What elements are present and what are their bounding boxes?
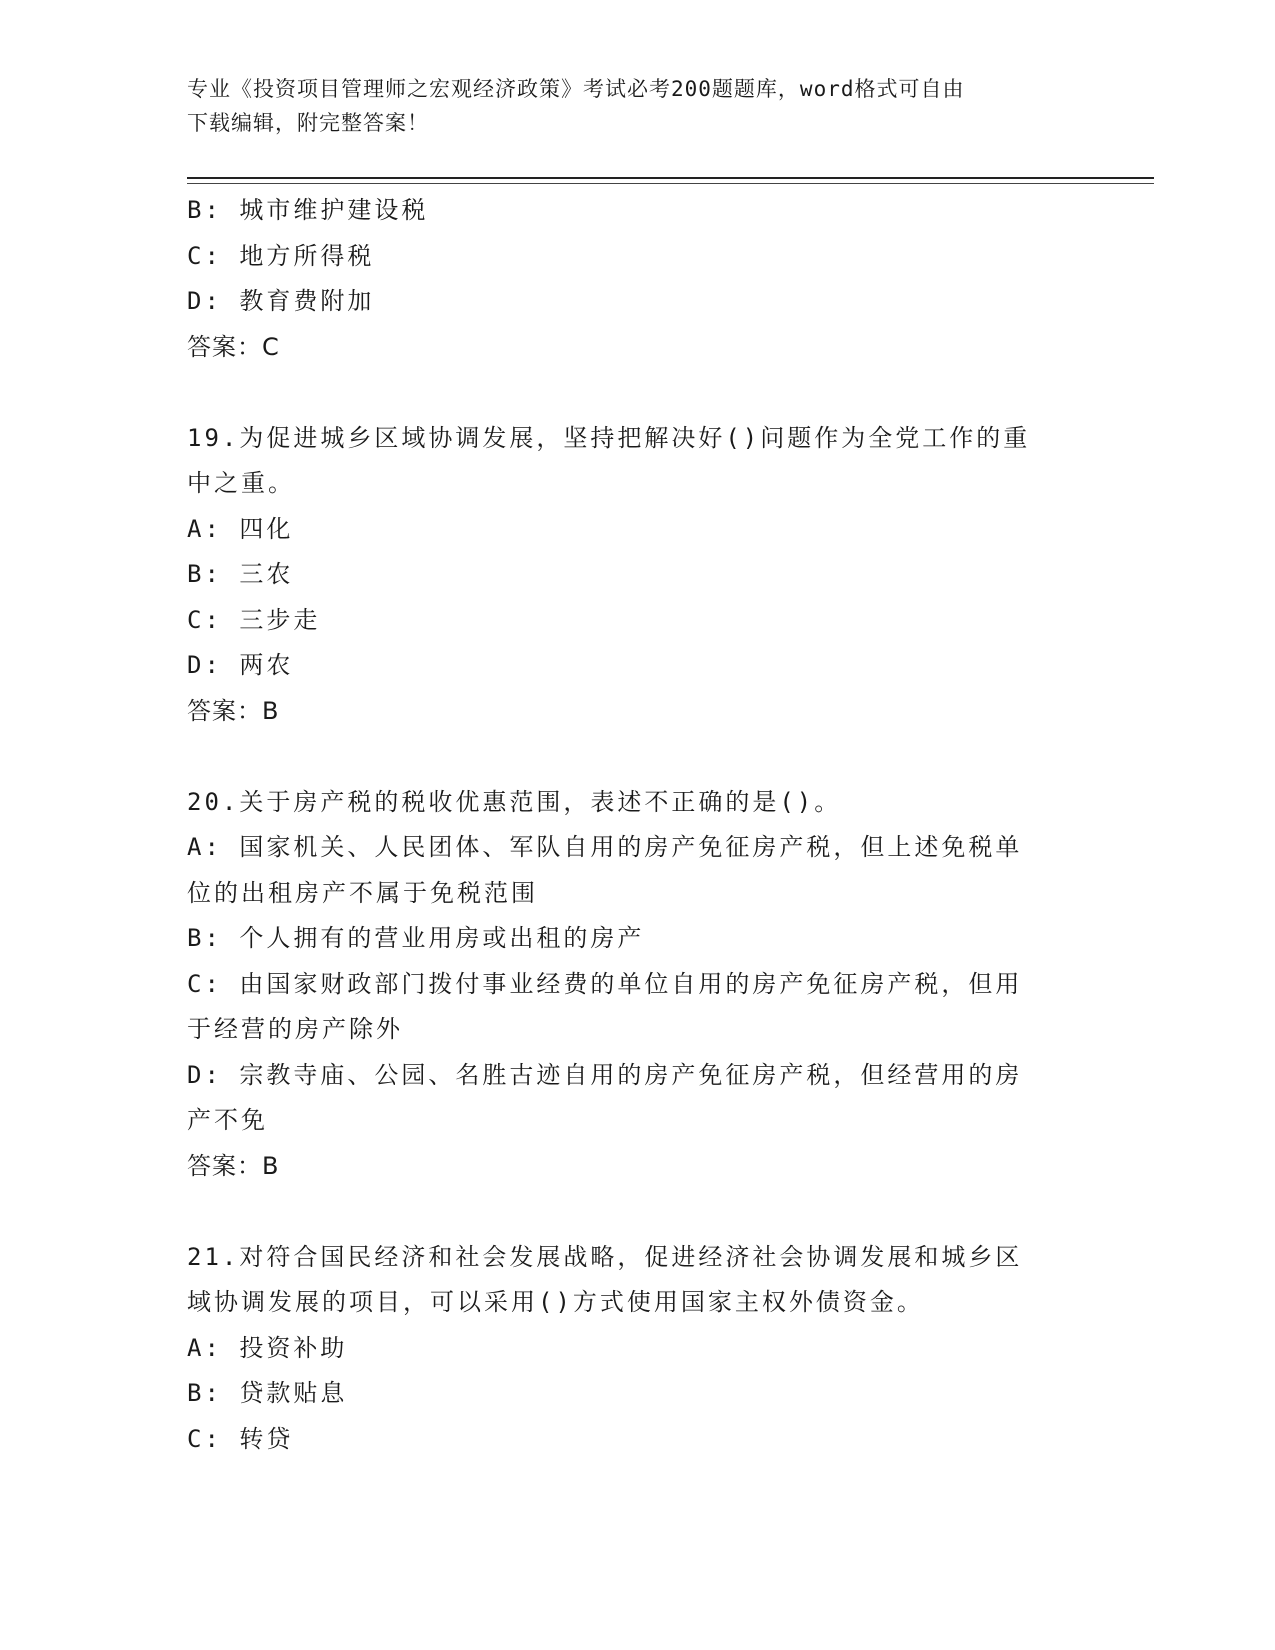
spacer — [187, 734, 1067, 780]
option-c: C: 三步走 — [187, 605, 321, 634]
answer: 答案：B — [187, 696, 280, 725]
question-stem-line-1: 19.为促进城乡区域协调发展，坚持把解决好()问题作为全党工作的重 — [187, 423, 1031, 452]
option-c: C: 地方所得税 — [187, 241, 375, 270]
option-c: C: 转贷 — [187, 1424, 294, 1453]
spacer — [187, 370, 1067, 416]
question-stem-line-2: 中之重。 — [187, 469, 295, 497]
answer: 答案：C — [187, 332, 280, 361]
header-line-1: 专业《投资项目管理师之宏观经济政策》考试必考200题题库，word格式可自由 — [187, 77, 965, 101]
option-b: B: 个人拥有的营业用房或出租的房产 — [187, 924, 645, 952]
question-18-continued — [187, 188, 1067, 370]
question-20 — [187, 780, 1067, 1190]
question-list — [187, 188, 1067, 1462]
option-d-line-1: D: 宗教寺庙、公园、名胜古迹自用的房产免征房产税，但经营用的房 — [187, 1060, 1023, 1089]
header-rule-thick — [187, 177, 1154, 179]
option-b: B: 三农 — [187, 560, 294, 588]
question-21 — [187, 1235, 1067, 1463]
question-stem-line-1: 21.对符合国民经济和社会发展战略，促进经济社会协调发展和城乡区 — [187, 1242, 1023, 1271]
header-rule-thin — [187, 183, 1154, 184]
option-a: A: 投资补助 — [187, 1333, 348, 1362]
option-b: B: 贷款贴息 — [187, 1379, 348, 1407]
option-a: A: 四化 — [187, 514, 294, 543]
option-a-line-2: 位的出租房产不属于免税范围 — [187, 878, 538, 907]
header-line-2: 下载编辑，附完整答案！ — [187, 111, 429, 135]
answer: 答案：B — [187, 1151, 280, 1180]
document-header — [187, 72, 1067, 140]
question-stem: 20.关于房产税的税收优惠范围，表述不正确的是()。 — [187, 787, 842, 816]
question-stem-line-2: 域协调发展的项目，可以采用()方式使用国家主权外债资金。 — [187, 1288, 924, 1316]
option-a-line-1: A: 国家机关、人民团体、军队自用的房产免征房产税，但上述免税单 — [187, 833, 1023, 861]
option-c-line-2: 于经营的房产除外 — [187, 1015, 403, 1043]
question-19 — [187, 416, 1067, 735]
option-d: D: 两农 — [187, 651, 294, 679]
option-b: B: 城市维护建设税 — [187, 196, 429, 224]
option-d: D: 教育费附加 — [187, 287, 375, 315]
spacer — [187, 1189, 1067, 1235]
option-d-line-2: 产不免 — [187, 1106, 268, 1134]
option-c-line-1: C: 由国家财政部门拨付事业经费的单位自用的房产免征房产税，但用 — [187, 969, 1023, 998]
